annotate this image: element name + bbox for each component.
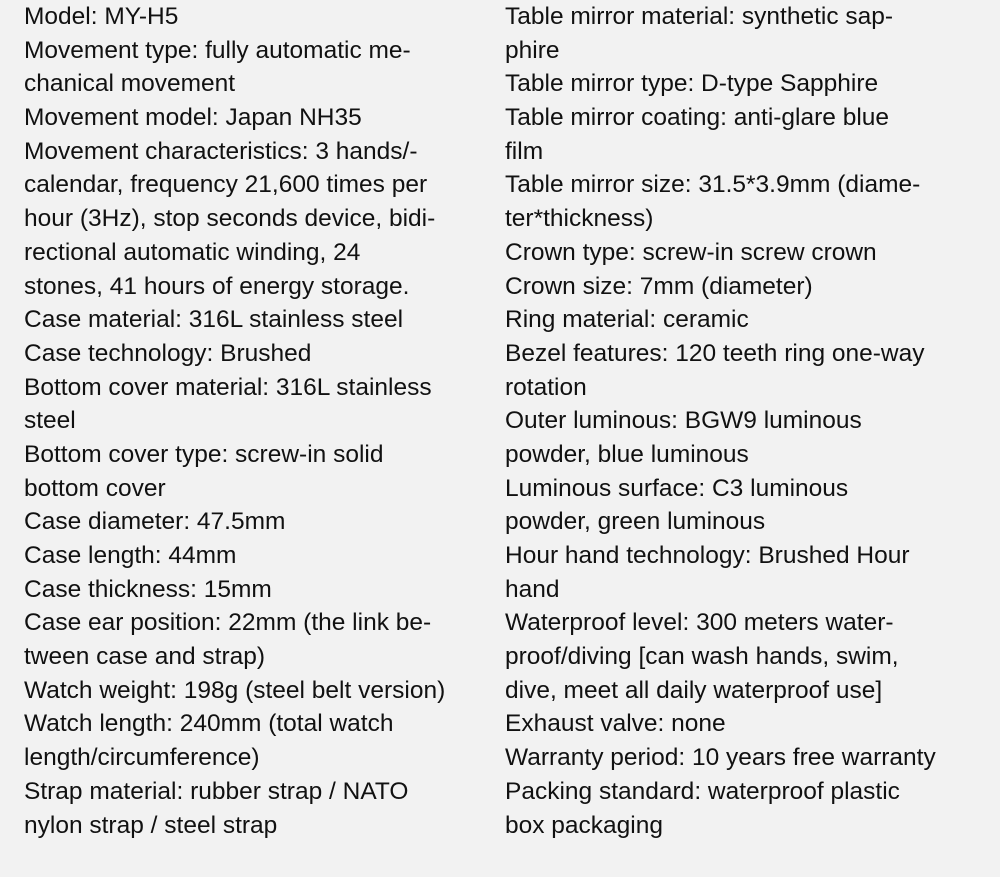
spec-line: Movement characteristics: 3 hands/- [24, 137, 418, 165]
spec-line: Warranty period: 10 years free warranty [505, 744, 936, 772]
spec-line: length/circumference) [24, 744, 260, 772]
spec-line: Bottom cover type: screw-in solid [24, 440, 384, 468]
spec-line: Outer luminous: BGW9 luminous [505, 407, 862, 435]
spec-line: hand [505, 575, 560, 603]
spec-line: Table mirror size: 31.5*3.9mm (diame- [505, 171, 921, 199]
spec-line: Case ear position: 22mm (the link be- [24, 609, 432, 637]
spec-line: rotation [505, 373, 587, 401]
spec-line: Case technology: Brushed [24, 339, 312, 367]
spec-line: rectional automatic winding, 24 [24, 238, 361, 266]
spec-line: nylon strap / steel strap [24, 811, 278, 839]
spec-column-right [505, 0, 985, 842]
spec-line: Hour hand technology: Brushed Hour [505, 542, 910, 569]
spec-line: calendar, frequency 21,600 times per [24, 171, 428, 199]
spec-line: dive, meet all daily waterproof use] [505, 676, 883, 704]
spec-line: stones, 41 hours of energy storage. [24, 272, 410, 300]
spec-line: Movement type: fully automatic me- [24, 36, 411, 64]
spec-line: Case material: 316L stainless steel [24, 306, 404, 334]
spec-line: film [505, 137, 544, 165]
spec-line: Bottom cover material: 316L stainless [24, 373, 432, 401]
spec-line: Movement model: Japan NH35 [24, 104, 362, 132]
spec-line: phire [505, 36, 560, 64]
spec-line: Luminous surface: C3 luminous [505, 474, 849, 502]
spec-line: Strap material: rubber strap / NATO [24, 777, 409, 805]
spec-line: powder, green luminous [505, 508, 766, 536]
spec-line: powder, blue luminous [505, 440, 749, 468]
spec-line: Case thickness: 15mm [24, 575, 272, 603]
spec-line: Packing standard: waterproof plastic [505, 777, 900, 805]
spec-line: bottom cover [24, 474, 166, 502]
spec-line: Crown type: screw-in screw crown [505, 238, 877, 266]
spec-line: Bezel features: 120 teeth ring one-way [505, 339, 925, 367]
spec-line: chanical movement [24, 70, 236, 98]
spec-line: Model: MY-H5 [24, 3, 179, 30]
spec-line: Watch length: 240mm (total watch [24, 710, 394, 738]
spec-line: Case diameter: 47.5mm [24, 508, 286, 536]
spec-line: Table mirror type: D-type Sapphire [505, 70, 879, 98]
spec-line: Table mirror coating: anti-glare blue [505, 104, 890, 132]
spec-line: Table mirror material: synthetic sap- [505, 3, 894, 30]
spec-line: steel [24, 407, 76, 435]
spec-line: ter*thickness) [505, 205, 654, 233]
spec-line: Ring material: ceramic [505, 306, 749, 334]
spec-line: Waterproof level: 300 meters water- [505, 609, 894, 637]
spec-line: box packaging [505, 811, 664, 839]
spec-line: Exhaust valve: none [505, 710, 726, 738]
spec-line: Case length: 44mm [24, 542, 237, 569]
spec-line: tween case and strap) [24, 643, 266, 671]
spec-line: proof/diving [can wash hands, swim, [505, 643, 899, 671]
spec-line: hour (3Hz), stop seconds device, bidi- [24, 205, 436, 233]
spec-line: Crown size: 7mm (diameter) [505, 272, 813, 300]
spec-line: Watch weight: 198g (steel belt version) [24, 676, 446, 704]
spec-column-left [24, 0, 502, 842]
